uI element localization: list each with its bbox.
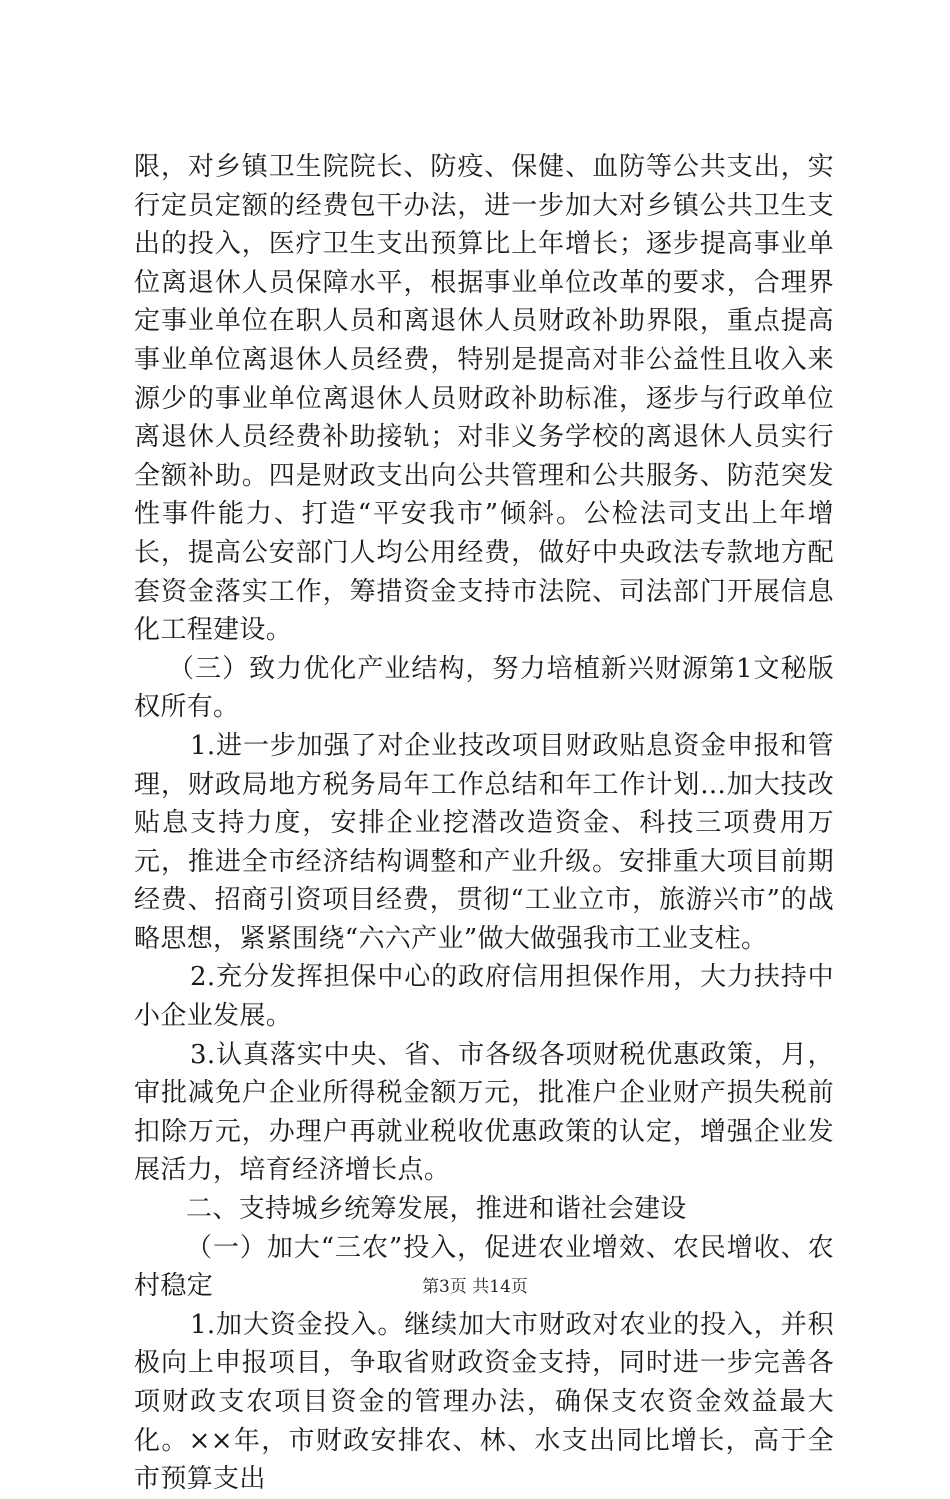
paragraph-capital-input: 1.加大资金投入。继续加大市财政对农业的投入，并积极向上申报项目，争取省财政资金支持，同时进一步完善各项财政支农项目资金的管理办法，确保支农资金效益最大化。××年，市财政安排农、林、水支出同比增长，高于全市预算支出 <box>134 1309 834 1495</box>
paragraph-tax-policy: 3.认真落实中央、省、市各级各项财税优惠政策，月，审批减免户企业所得税金额万元，批准户企业财产损失税前扣除万元，办理户再就业税收优惠政策的认定，增强企业发展活力，培育经济增长点。 <box>134 1039 834 1186</box>
paragraph-public-expenditure: 限，对乡镇卫生院院长、防疫、保健、血防等公共支出，实行定员定额的经费包干办法，进一步加大对乡镇公共卫生支出的投入，医疗卫生支出预算比上年增长；逐步提高事业单位离退休人员保障水平，根据事业单位改革的要求，合理界定事业单位在职人员和离退休人员财政补助界限，重点提高事业单位离退休人员经费，特别是提高对非公益性且收入来源少的事业单位离退休人员财政补助标准，逐步与行政单位离退休人员经费补助接轨；对非义务学校的离退休人员实行全额补助。四是财政支出向公共管理和公共服务、防范突发性事件能力、打造“平安我市”倾斜。公检法司支出上年增长，提高公安部门人均公用经费，做好中央政法专款地方配套资金落实工作，筹措资金支持市法院、司法部门开展信息化工程建设。 <box>134 152 834 646</box>
paragraph-guarantee-center: 2.充分发挥担保中心的政府信用担保作用，大力扶持中小企业发展。 <box>134 962 834 1032</box>
page-number-footer: 第3页 共14页 <box>422 1277 528 1297</box>
heading-urban-rural: 二、支持城乡统筹发展，推进和谐社会建设 <box>186 1194 687 1225</box>
heading-three-rural: （一）加大“三农”投入，促进农业增效、农民增收、农村稳定 <box>134 1232 834 1302</box>
paragraph-tech-subsidy: 1.进一步加强了对企业技改项目财政贴息资金申报和管理，财政局地方税务局年工作总结和年工作计划...加大技改贴息支持力度，安排企业挖潜改造资金、科技三项费用万元，推进全市经济结构调整和产业升级。安排重大项目前期经费、招商引资项目经费，贯彻“工业立市，旅游兴市”的战略思想，紧紧围绕“六六产业”做大做强我市工业支柱。 <box>134 730 834 954</box>
heading-optimize-industry: （三）致力优化产业结构，努力培植新兴财源第1文秘版权所有。 <box>134 653 834 723</box>
